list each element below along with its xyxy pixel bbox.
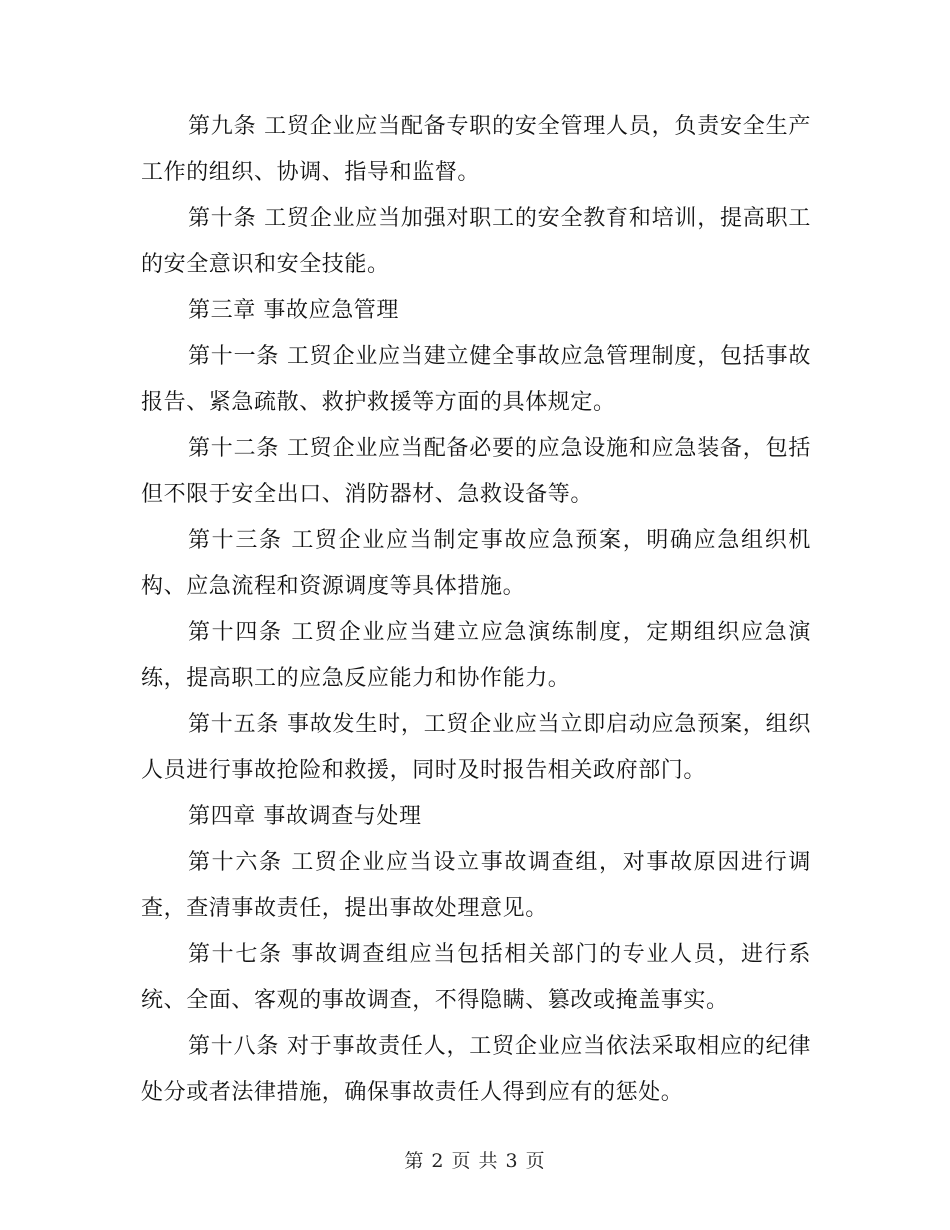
article-18: 第十八条 对于事故责任人，工贸企业应当依法采取相应的纪律处分或者法律措施，确保事故责任人得到应有的惩处。 [141,1034,811,1105]
chapter-3-heading: 第三章 事故应急管理 [188,298,399,323]
chapter-4-heading: 第四章 事故调查与处理 [188,804,422,829]
document-body [141,104,811,1116]
article-14: 第十四条 工贸企业应当建立应急演练制度，定期组织应急演练，提高职工的应急反应能力和协作能力。 [141,620,811,691]
article-10: 第十条 工贸企业应当加强对职工的安全教育和培训，提高职工的安全意识和安全技能。 [141,206,811,277]
article-17: 第十七条 事故调查组应当包括相关部门的专业人员，进行系统、全面、客观的事故调查，不得隐瞒、篡改或掩盖事实。 [141,942,811,1013]
article-11: 第十一条 工贸企业应当建立健全事故应急管理制度，包括事故报告、紧急疏散、救护救援等方面的具体规定。 [141,344,811,415]
page-number-footer: 第 2 页 共 3 页 [404,1150,546,1172]
article-13: 第十三条 工贸企业应当制定事故应急预案，明确应急组织机构、应急流程和资源调度等具体措施。 [141,528,811,599]
article-12: 第十二条 工贸企业应当配备必要的应急设施和应急装备，包括但不限于安全出口、消防器材、急救设备等。 [141,436,811,507]
article-9: 第九条 工贸企业应当配备专职的安全管理人员，负责安全生产工作的组织、协调、指导和监督。 [141,114,811,185]
article-15: 第十五条 事故发生时，工贸企业应当立即启动应急预案，组织人员进行事故抢险和救援，同时及时报告相关政府部门。 [141,712,811,783]
article-16: 第十六条 工贸企业应当设立事故调查组，对事故原因进行调查，查清事故责任，提出事故处理意见。 [141,850,811,921]
